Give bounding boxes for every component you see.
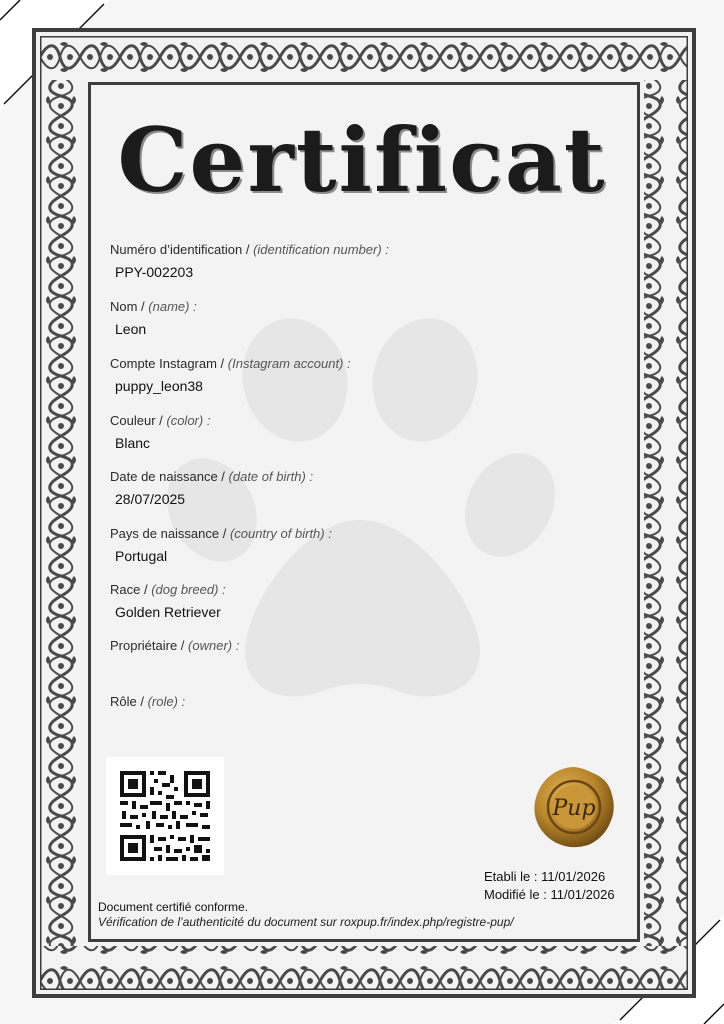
field-color — [110, 412, 210, 452]
field-value: Golden Retriever — [115, 604, 221, 620]
field-label: Pays de naissance / (country of birth) : — [110, 526, 332, 541]
field-label: Propriétaire / (owner) : — [110, 638, 240, 653]
field-label: Rôle / (role) : — [110, 694, 186, 709]
field-value: 28/07/2025 — [115, 491, 186, 507]
field-value: puppy_leon38 — [115, 378, 203, 394]
certified-note: Document certifié conforme. — [98, 900, 249, 914]
field-owner — [110, 637, 239, 659]
field-label: Numéro d’identification / (identification number) : — [110, 242, 389, 257]
dates-block — [484, 868, 615, 904]
field-value: PPY-002203 — [115, 264, 194, 280]
field-instagram-account — [110, 355, 351, 395]
field-value: Leon — [115, 321, 147, 337]
field-label: Date de naissance / (date of birth) : — [110, 469, 314, 484]
field-label: Race / (dog breed) : — [110, 582, 226, 597]
field-value: Blanc — [115, 435, 151, 451]
field-label: Couleur / (color) : — [110, 413, 211, 428]
field-label: Nom / (name) : — [110, 299, 197, 314]
seal-text: Pup — [552, 796, 596, 821]
field-name — [110, 298, 197, 338]
field-country-of-birth — [110, 525, 332, 565]
certificate-title: Certificat — [117, 108, 607, 212]
field-dog-breed — [110, 581, 226, 621]
field-label: Compte Instagram / (Instagram account) : — [110, 356, 351, 371]
modified-date: Modifié le : 11/01/2026 — [484, 887, 615, 902]
field-role — [110, 693, 185, 715]
field-date-of-birth — [110, 468, 313, 508]
verification-note: Vérification de l’authenticité du document sur roxpup.fr/index.php/registre-pup/ — [98, 915, 514, 929]
field-value: Portugal — [115, 548, 168, 564]
qr-code-icon[interactable] — [106, 757, 224, 875]
established-date: Etabli le : 11/01/2026 — [484, 869, 606, 884]
wax-seal-icon — [532, 765, 616, 849]
field-identification-number — [110, 241, 389, 281]
